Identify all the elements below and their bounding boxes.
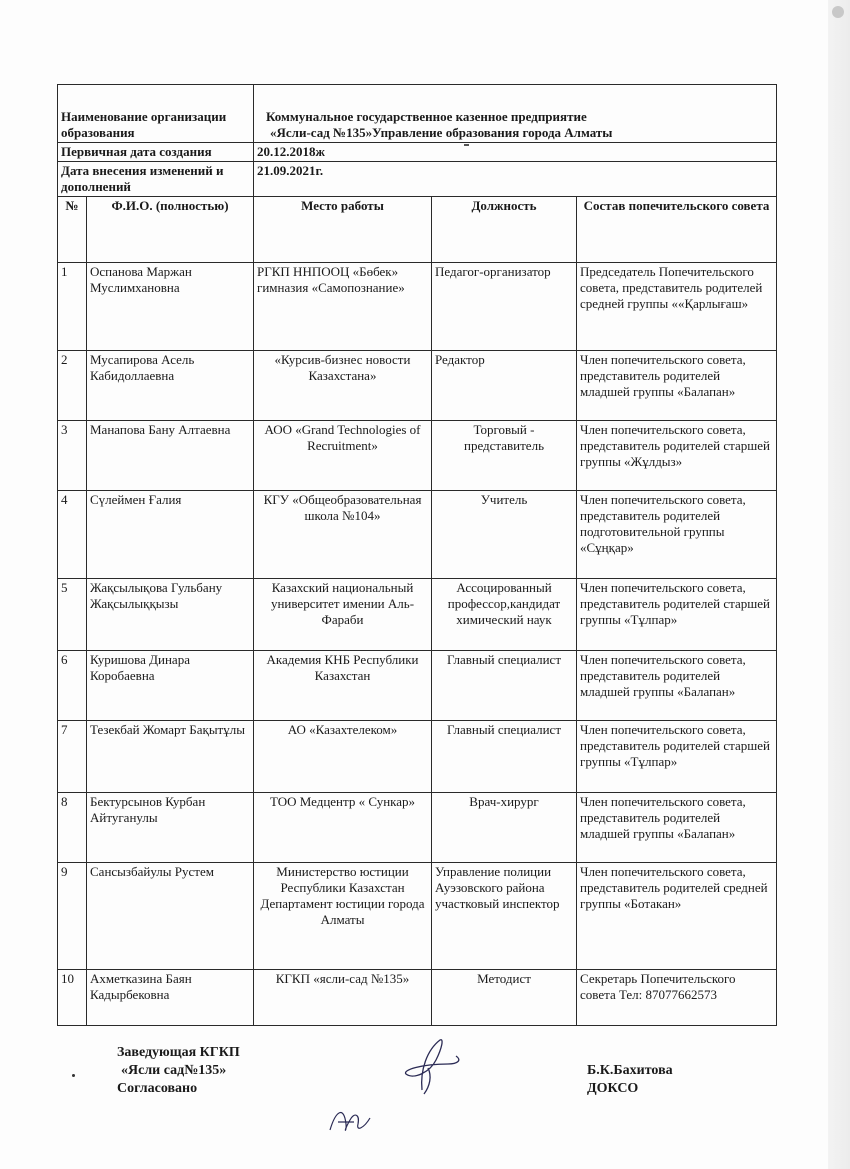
created-value: 20.12.2018ж	[254, 143, 777, 162]
col-work: Место работы	[254, 197, 432, 263]
row-number: 6	[58, 651, 87, 721]
table-row	[58, 651, 777, 721]
row-number: 2	[58, 351, 87, 421]
row-name: Ахметказина Баян Кадырбековна	[87, 970, 254, 1026]
approver-title: ДОКСО	[587, 1081, 639, 1096]
row-work: «Курсив-бизнес новости Казахстана»	[254, 351, 432, 421]
row-position: Редактор	[432, 351, 577, 421]
row-position: Учитель	[432, 491, 577, 579]
row-role: Член попечительского совета, представитель родителей младшей группы «Балапан»	[577, 351, 777, 421]
row-work: Академия КНБ Республики Казахстан	[254, 651, 432, 721]
row-position: Главный специалист	[432, 651, 577, 721]
col-role: Состав попечительского совета	[577, 197, 777, 263]
row-role: Член попечительского совета, представитель родителей младшей группы «Балапан»	[577, 651, 777, 721]
scan-edge	[828, 0, 850, 1169]
row-work: ТОО Медцентр « Сункар»	[254, 793, 432, 863]
row-name: Мусапирова Асель Кабидоллаевна	[87, 351, 254, 421]
created-row	[58, 143, 777, 162]
director-org: «Ясли сад№135»	[121, 1063, 227, 1078]
row-position: Врач-хирург	[432, 793, 577, 863]
row-number: 5	[58, 579, 87, 651]
row-number: 7	[58, 721, 87, 793]
row-position: Торговый - представитель	[432, 421, 577, 491]
table-row	[58, 970, 777, 1026]
row-role: Член попечительского совета, представитель родителей старшей группы «Тұлпар»	[577, 579, 777, 651]
signature-mark	[392, 1030, 472, 1100]
row-number: 9	[58, 863, 87, 970]
row-name: Тезекбай Жомарт Бақытұлы	[87, 721, 254, 793]
col-position: Должность	[432, 197, 577, 263]
changed-value: 21.09.2021г.	[254, 162, 777, 197]
row-role: Секретарь Попечительского совета Тел: 87077662573	[577, 970, 777, 1026]
scan-dot	[72, 1074, 75, 1077]
director-title: Заведующая КГКП	[117, 1045, 240, 1060]
scan-corner-mark	[832, 6, 844, 18]
org-value-line1: Коммунальное государственное казенное предприятие	[266, 109, 587, 124]
row-work: Казахский национальный университет имении Аль-Фараби	[254, 579, 432, 651]
row-role: Член попечительского совета, представитель родителей подготовительной группы «Сұңқар»	[577, 491, 777, 579]
director-signature-block	[117, 1044, 240, 1098]
row-work: КГУ «Общеобразовательная школа №104»	[254, 491, 432, 579]
col-name: Ф.И.О. (полностью)	[87, 197, 254, 263]
changed-row	[58, 162, 777, 197]
row-work: АО «Казахтелеком»	[254, 721, 432, 793]
row-work: КГКП «ясли-сад №135»	[254, 970, 432, 1026]
column-header-row	[58, 197, 777, 263]
row-role: Председатель Попечительского совета, представитель родителей средней группы ««Қарлығаш»	[577, 263, 777, 351]
row-position: Управление полиции Ауэзовского района участковый инспектор	[432, 863, 577, 970]
org-value	[254, 85, 777, 143]
row-role: Член попечительского совета, представитель родителей средней группы «Ботакан»	[577, 863, 777, 970]
row-name: Бектурсынов Курбан Айтуганулы	[87, 793, 254, 863]
initials-mark	[324, 1100, 384, 1140]
row-number: 3	[58, 421, 87, 491]
row-number: 10	[58, 970, 87, 1026]
table-row	[58, 579, 777, 651]
table-row	[58, 793, 777, 863]
row-name: Сансызбайулы Рустем	[87, 863, 254, 970]
row-position: Методист	[432, 970, 577, 1026]
row-name: Оспанова Маржан Муслимхановна	[87, 263, 254, 351]
row-name: Куришова Динара Коробаевна	[87, 651, 254, 721]
table-row	[58, 721, 777, 793]
row-work: Министерство юстиции Республики Казахстан Департамент юстиции города Алматы	[254, 863, 432, 970]
table-row	[58, 863, 777, 970]
row-position: Ассоцированный профессор,кандидат химический наук	[432, 579, 577, 651]
row-name: Манапова Бану Алтаевна	[87, 421, 254, 491]
approver-name: Б.К.Бахитова	[587, 1063, 673, 1078]
row-position: Педагог-организатор	[432, 263, 577, 351]
created-label: Первичная дата создания	[58, 143, 254, 162]
row-role: Член попечительского совета, представитель родителей младшей группы «Балапан»	[577, 793, 777, 863]
row-number: 8	[58, 793, 87, 863]
row-number: 1	[58, 263, 87, 351]
changed-label: Дата внесения изменений и дополнений	[58, 162, 254, 197]
row-role: Член попечительского совета, представитель родителей старшей группы «Жұлдыз»	[577, 421, 777, 491]
col-number: №	[58, 197, 87, 263]
org-value-line2: «Ясли-сад №135»Управление образования города Алматы	[270, 125, 613, 140]
table-row	[58, 263, 777, 351]
table-row	[58, 491, 777, 579]
approver-block	[587, 1062, 673, 1098]
row-name: Сүлеймен Ғалия	[87, 491, 254, 579]
org-row	[58, 85, 777, 143]
row-work: РГКП ННПООЦ «Бөбек» гимназия «Самопознание»	[254, 263, 432, 351]
row-number: 4	[58, 491, 87, 579]
row-position: Главный специалист	[432, 721, 577, 793]
row-name: Жақсылықова Гульбану Жақсылыққызы	[87, 579, 254, 651]
council-table	[57, 84, 777, 1026]
table-row	[58, 351, 777, 421]
row-role: Член попечительского совета, представитель родителей старшей группы «Тұлпар»	[577, 721, 777, 793]
table-row	[58, 421, 777, 491]
row-work: АОО «Grand Technologies of Recruitment»	[254, 421, 432, 491]
org-label: Наименование организации образования	[58, 85, 254, 143]
approved-label: Согласовано	[117, 1081, 198, 1096]
